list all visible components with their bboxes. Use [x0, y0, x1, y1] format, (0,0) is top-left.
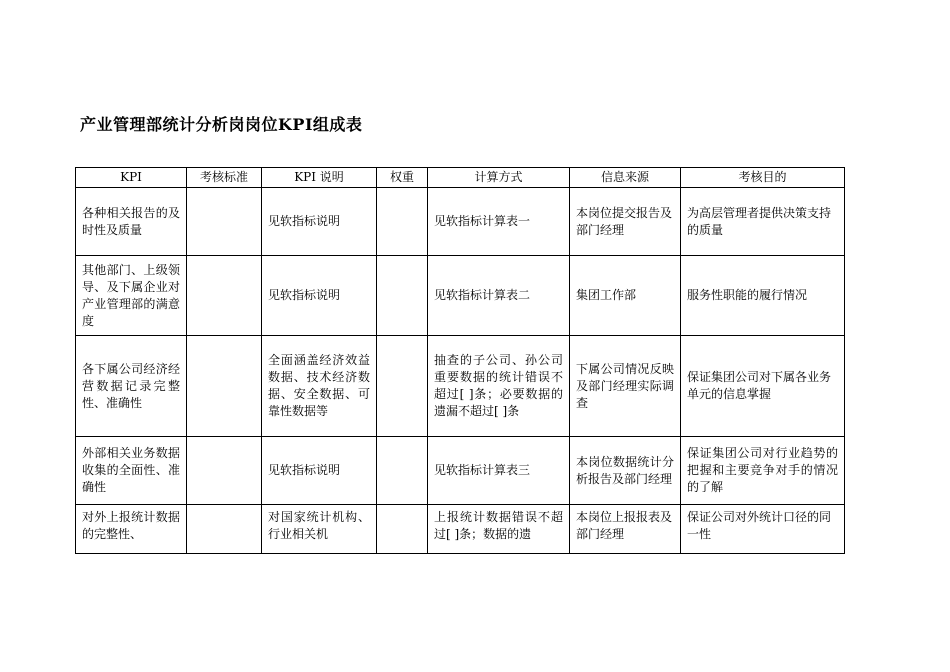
standard-cell: [187, 505, 262, 554]
method-cell: 见软指标计算表一: [428, 188, 570, 256]
standard-cell: [187, 437, 262, 505]
standard-cell: [187, 256, 262, 336]
description-cell: 见软指标说明: [262, 188, 377, 256]
source-cell: 集团工作部: [570, 256, 681, 336]
kpi-cell: [76, 505, 187, 554]
column-header-weight: 权重: [377, 168, 428, 188]
description-cell: 见软指标说明: [262, 437, 377, 505]
purpose-cell: 保证集团公司对行业趋势的把握和主要竞争对手的情况的了解: [681, 437, 845, 505]
weight-cell: [377, 505, 428, 554]
source-cell: 下属公司情况反映及部门经理实际调查: [570, 336, 681, 437]
purpose-cell: 服务性职能的履行情况: [681, 256, 845, 336]
source-cell: [570, 505, 681, 554]
column-header-purpose: 考核目的: [681, 168, 845, 188]
weight-cell: [377, 188, 428, 256]
method-cell: 见软指标计算表二: [428, 256, 570, 336]
method-cell: 见软指标计算表三: [428, 437, 570, 505]
description-cell-text: 对国家统计机构、行业相关机: [268, 510, 370, 541]
purpose-cell: [681, 505, 845, 554]
table-row: [76, 336, 845, 437]
weight-cell: [377, 256, 428, 336]
kpi-cell: 外部相关业务数据收集的全面性、准确性: [76, 437, 187, 505]
table-header-row: [76, 168, 845, 188]
column-header-kpi: KPI: [76, 168, 187, 188]
table-row: [76, 505, 845, 554]
method-cell-text: 上报统计数据错误不超过[ ]条；数据的遗: [434, 510, 563, 541]
kpi-cell-text: 对外上报统计数据的完整性、: [82, 510, 180, 541]
source-cell: 本岗位提交报告及部门经理: [570, 188, 681, 256]
purpose-cell: 为高层管理者提供决策支持的质量: [681, 188, 845, 256]
standard-cell: [187, 336, 262, 437]
description-cell: [262, 505, 377, 554]
description-cell: 全面涵盖经济效益数据、技术经济数据、安全数据、可靠性数据等: [262, 336, 377, 437]
method-cell: 抽查的子公司、孙公司重要数据的统计错误不超过[ ]条；必要数据的遗漏不超过[ ]条: [428, 336, 570, 437]
weight-cell: [377, 437, 428, 505]
purpose-cell: 保证集团公司对下属各业务单元的信息掌握: [681, 336, 845, 437]
column-header-source: 信息来源: [570, 168, 681, 188]
purpose-cell-text: 保证公司对外统计口径的同一性: [687, 510, 832, 541]
description-cell: 见软指标说明: [262, 256, 377, 336]
kpi-cell: 各下属公司经济经营数据记录完整性、准确性: [76, 336, 187, 437]
standard-cell: [187, 188, 262, 256]
table-row: [76, 188, 845, 256]
source-cell: 本岗位数据统计分析报告及部门经理: [570, 437, 681, 505]
source-cell-text: 本岗位上报报表及部门经理: [576, 510, 673, 541]
column-header-standard: 考核标准: [187, 168, 262, 188]
table-row: [76, 256, 845, 336]
kpi-cell: 其他部门、上级领导、及下属企业对产业管理部的满意度: [76, 256, 187, 336]
kpi-cell: 各种相关报告的及时性及质量: [76, 188, 187, 256]
document-title: 产业管理部统计分析岗岗位KPI组成表: [80, 115, 363, 134]
table-row: [76, 437, 845, 505]
column-header-method: 计算方式: [428, 168, 570, 188]
weight-cell: [377, 336, 428, 437]
column-header-description: KPI 说明: [262, 168, 377, 188]
kpi-table: [75, 167, 845, 554]
method-cell: [428, 505, 570, 554]
